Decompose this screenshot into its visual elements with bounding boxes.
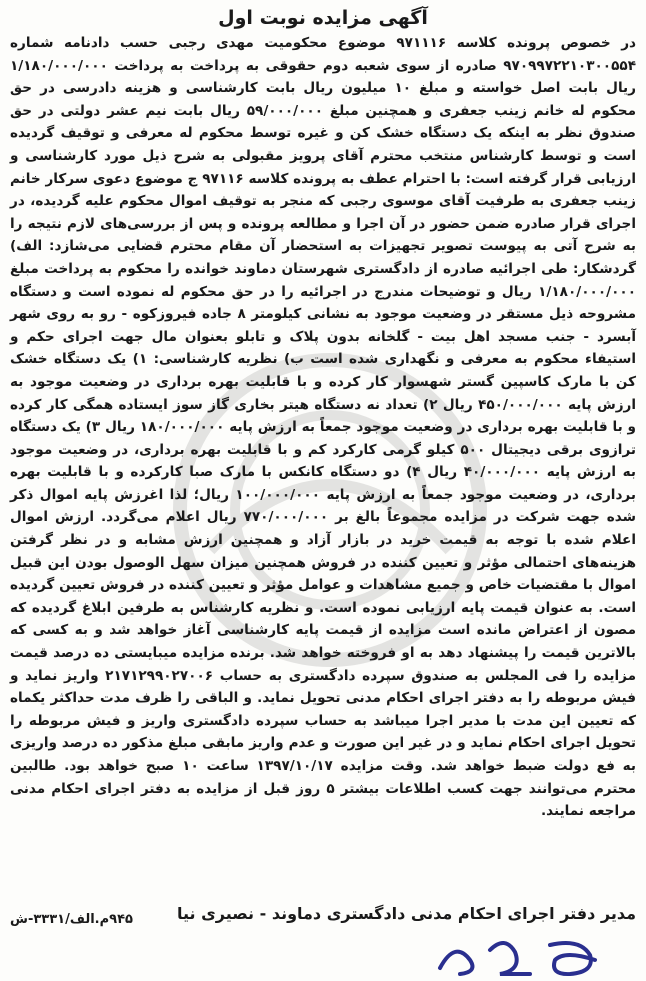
signature-block: مدیر دفتر اجرای احکام مدنی دادگستری دماوند - نصیری نیا — [177, 904, 636, 923]
auction-notice — [10, 6, 636, 823]
notice-body: در خصوص پرونده کلاسه ۹۷۱۱۱۶ موضوع محکومیت مهدی رجبی حسب دادنامه شماره ۹۷۰۹۹۷۲۲۱۰۳۰۰۵۵۴ صادره از سوی شعبه دوم حقوقی به پرداخت به پرداخت ۱/۱۸۰/۰۰۰/۰۰۰ ریال بابت اصل خواسته و مبلغ ۱۰ میلیون ریال بابت کارشناسی و هزینه دادرسی در حق محکوم له خانم زینب جعفری و همچنین مبلغ ۵۹/۰۰۰/۰۰۰ ریال بابت نیم عشر دولتی در حق صندوق نظر به اینکه یک دستگاه خشک کن و غیره توسط محکوم له معرفی و توقیف گردیده است و توسط کارشناس منتخب محترم آقای پرویز مقبولی به شرح ذیل مورد کارشناسی و ارزیابی قرار گرفته است: با احترام عطف به پرونده کلاسه ۹۷۱۱۶ ج موضوع دعوی سرکار خانم زینب جعفری به طرفیت آقای موسوی رجبی که منجر به توقیف اموال محکوم علیه گردیده، در اجرای قرار صادره ضمن حضور در آن اجرا و مطالعه پرونده و پس از بررسی‌های لازم نتیجه را به شرح آتی به پیوست تصویر تجهیزات به استحضار آن مقام محترم قضایی می‌شازد: الف) گردشکار: طی اجرائیه صادره از دادگستری شهرستان دماوند خوانده را محکوم به پرداخت مبلغ ۱/۱۸۰/۰۰۰/۰۰۰ ریال و توضیحات مندرج در اجرائیه را در حق محکوم له نموده است و دستگاه مشروحه ذیل مستقر در وضعیت موجود به نشانی کیلومتر ۸ جاده فیروزکوه - رو به روی شهر آبسرد - جنب مسجد اهل بیت - گلخانه بدون پلاک و تابلو بعنوان مال جهت اجرای حکم و استیفاء محکوم به معرفی و نگهداری شده است ب) نظریه کارشناسی: ۱) یک دستگاه خشک کن با مارک کاسپین گستر شهسوار کار کرده و با قابلیت بهره برداری در وضعیت موجود به ارزش پایه ۴۵۰/۰۰۰/۰۰۰ ریال ۲) تعداد نه دستگاه هیتر بخاری گاز سوز ایستاده همگی کار کرده و با قابلیت بهره برداری در وضعیت موجود جمعاً به ارزش پایه ۱۸۰/۰۰۰/۰۰۰ ریال ۳) یک دستگاه ترازوی برقی دیجیتال ۵۰۰ کیلو گرمی کارکرد کم و با قابلیت بهره برداری، در وضعیت موجود به ارزش پایه ۴۰/۰۰۰/۰۰۰ ریال ۴) دو دستگاه کانکس با مارک صبا کارکرده و با قابلیت بهره برداری، در وضعیت موجود جمعاً به ارزش پایه ۱۰۰/۰۰۰/۰۰۰ ریال؛ لذا اغرزش پایه اموال ذکر شده جهت شرکت در مزایده مجموعاً بالغ بر ۷۷۰/۰۰۰/۰۰۰ ریال اعلام می‌گردد. ارزش اموال اعلام شده با توجه به قیمت خرید در بازار آزاد و همچنین ارزش مشابه و در نظر گرفتن هزینه‌های احتمالی مؤثر و تعیین کننده در فروش همچنین میزان سهل الوصول بودن این قبیل اموال با مقتضیات خاص و جمیع مشاهدات و عوامل مؤثر و تعیین کننده در فروش تعیین گردیده است. به عنوان قیمت پایه ارزیابی نموده است. و نظریه کارشناس به طرفین ابلاغ گردیده که مصون از اعتراض مانده است مزایده از قیمت پایه کارشناسی آغاز خواهد شد و به کسی که بالاترین قیمت را پیشنهاد دهد به او فروخته خواهد شد. برنده مزایده میبایستی ده درصد قیمت مزایده را فی المجلس به صندوق سپرده دادگستری به حساب ۲۱۷۱۲۹۹۰۲۷۰۰۶ واریز نماید و فیش مربوطه را به دفتر اجرای احکام مدنی تحویل نماید. و الباقی را ظرف مدت حداکثر یکماه که تعیین این مدت با مدیر اجرا میباشد به حساب سپرده دادگستری واریز و فیش مربوطه را تحویل اجرای احکام نماید و در غیر این صورت و عدم واریز مابقی مبلغ مذکور ده درصد واریزی به فع دولت ضبط خواهد شد. وقت مزایده ۱۳۹۷/۱۰/۱۷ ساعت ۱۰ صبح خواهد بود. طالبین محترم می‌توانند جهت کسب اطلاعات بیشتر ۵ روز قبل از مزایده به دفتر اجرای احکام مدنی مراجعه نمایند. — [10, 35, 637, 820]
reference-code: ۹۴۵م.الف/۳۳۳۱-ش — [10, 912, 133, 927]
handwritten-number — [430, 930, 610, 980]
notice-title: آگهی مزایده نوبت اول — [218, 7, 428, 29]
